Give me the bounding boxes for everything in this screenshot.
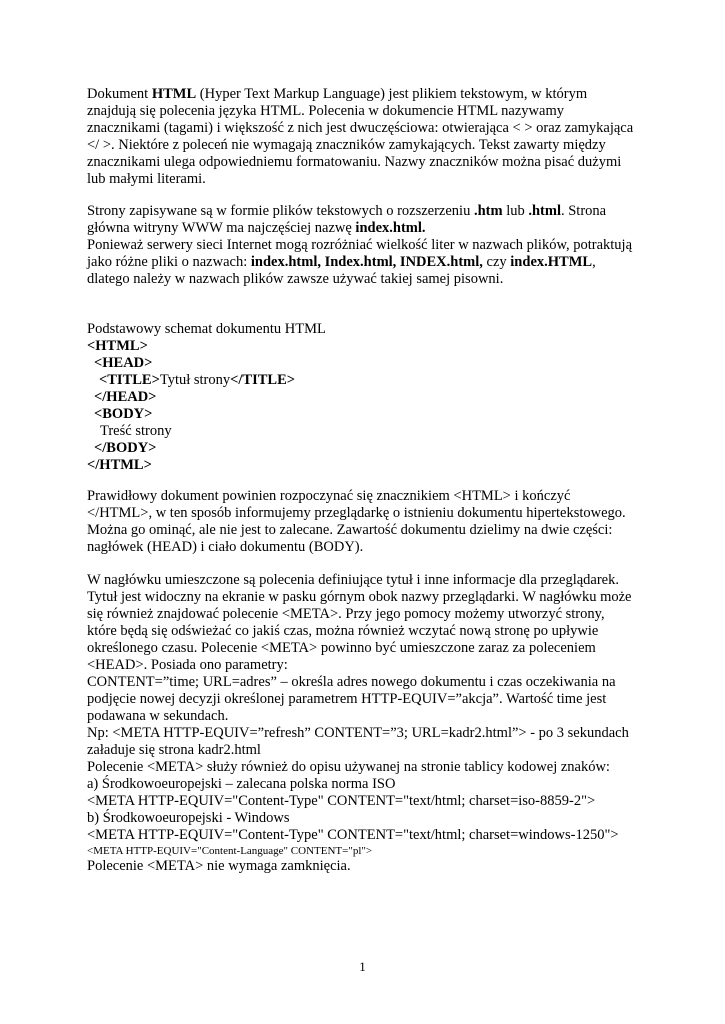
paragraph-meta-tag: W nagłówku umieszczone są polecenia definiujące tytuł i inne informacje dla przeglądarek. Tytuł jest widoczny na ekranie w pasku górnym obok nazwy przeglądarki. W nagłówku może się również znajdować polecenie <META>. Przy jego pomocy możemy utworzyć strony, które będą się odświeżać co jakiś czas, można również wczytać nową stronę po upływie określonego czasu. Polecenie <META> powinno być umieszczone zaraz za poleceniem <HEAD>. Posiada ono parametry: CONTENT=”time; URL=adres” – określa adres nowego dokumentu i czas oczekiwania na podjęcie nowej decyzji określonej parametrem HTTP-EQUIV=”akcja”. Wartość time jest podawana w sekundach. Np: <META HTTP-EQUIV=”refresh” CONTENT=”3; URL=kadr2.html”> - po 3 sekundach załaduje się strona kadr2.html Polecenie <META> służy również do opisu używanej na stronie tablicy kodowej znaków: a) Środkowoeuropejski – zalecana polska norma ISO <META HTTP-EQUIV="Content-Type" CONTENT="text/html; charset=iso-8859-2"> b) Środkowoeuropejski - Windows <META HTTP-EQUIV="Content-Type" CONTENT="text/html; charset=windows-1250"> <META HTTP-EQUIV="Content-Language" CONTENT="pl"> Polecenie <META> nie wymaga zamknięcia. — [87, 572, 647, 875]
paragraph-document-structure: Prawidłowy dokument powinien rozpoczynać się znacznikiem <HTML> i kończyć </HTML>, w ten sposób informujemy przeglądarkę o istnieniu dokumentu hipertekstowego. Można go ominąć, ale nie jest to zalecane. Zawartość dokumentu dzielimy na dwie części: nagłówek (HEAD) i ciało dokumentu (BODY). — [87, 488, 626, 555]
closing-line: Polecenie <META> nie wymaga zamknięcia. — [87, 858, 351, 874]
content-language-line: <META HTTP-EQUIV="Content-Language" CONTENT="pl"> — [87, 845, 373, 857]
paragraph-html-intro: Dokument HTML (Hyper Text Markup Language) jest plikiem tekstowym, w którym znajdują się polecenia języka HTML. Polecenia w dokumencie HTML nazywamy znacznikami (tagami) i większość z nich jest dwuczęściowa: otwierająca < > oraz zamykająca </ >. Niektóre z poleceń nie wymagają znaczników zamykających. Tekst zawarty między znacznikami ulega odpowiedniemu formatowaniu. Nazwy znaczników można pisać dużymi lub małymi literami. — [87, 86, 634, 187]
paragraph-file-names: Strony zapisywane są w formie plików tekstowych o rozszerzeniu .htm lub .html. Strona główna witryny WWW ma najczęściej nazwę index.html. Ponieważ serwery sieci Internet mogą rozróżniać wielkość liter w nazwach plików, potraktują jako różne pliki o nazwach: index.html, Index.html, INDEX.html, czy index.HTML, dlatego należy w nazwach plików zawsze używać takiej samej pisowni. — [87, 203, 633, 287]
page-number: 1 — [359, 959, 366, 974]
html-schema-listing: Podstawowy schemat dokumentu HTML <HTML> <HEAD> <TITLE>Tytuł strony</TITLE> </HEAD> <BODY> Treść strony </BODY> </HTML> — [87, 321, 326, 473]
